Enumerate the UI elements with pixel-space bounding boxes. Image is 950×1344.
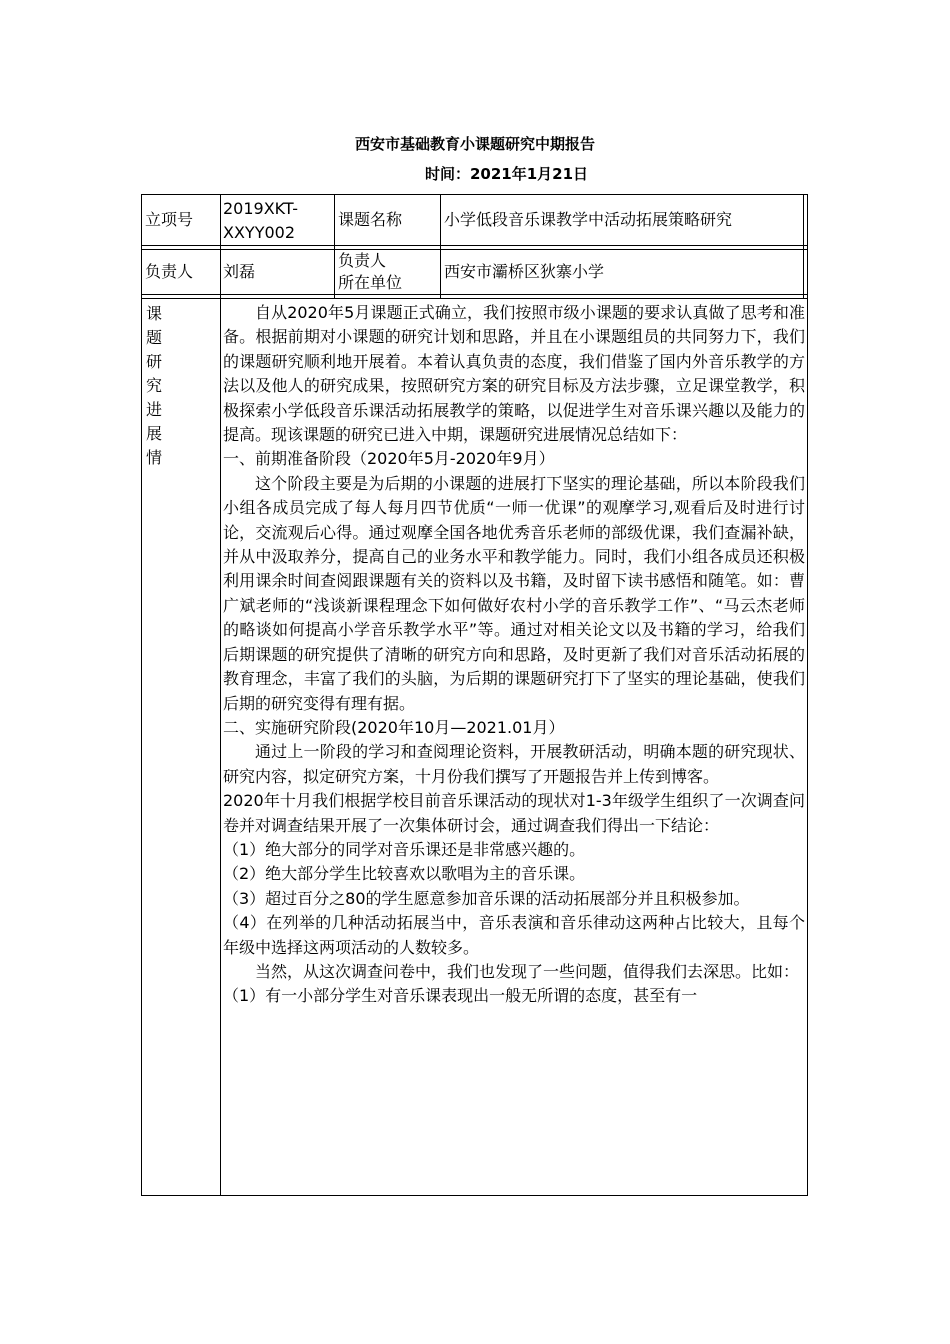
table-divider: [334, 194, 335, 298]
unit-label-line1: 负责人: [338, 251, 387, 270]
label-char: 题: [146, 328, 163, 347]
paragraph: 2020年十月我们根据学校目前音乐课活动的现状对1-3年级学生组织了一次调查问卷并对调查结果开展了一次集体研讨会，通过调查我们得出一下结论：: [223, 791, 805, 835]
table-divider: [803, 194, 804, 298]
table-divider: [440, 194, 441, 298]
report-date: 时间：2021年1月21日: [425, 165, 589, 183]
table-divider: [220, 194, 221, 1196]
list-item: （2）绝大部分学生比较喜欢以歌唱为主的音乐课。: [223, 864, 586, 884]
label-char: 究: [146, 376, 163, 395]
label-char: 展: [146, 424, 163, 443]
project-number-value-line1: 2019XKT-: [223, 199, 299, 218]
label-char: 课: [146, 304, 163, 323]
table-divider: [141, 245, 808, 246]
progress-content: [223, 301, 805, 1009]
paragraph: 通过上一阶段的学习和查阅理论资料，开展教研活动，明确本题的研究现状、研究内容，拟定研究方案，十月份我们撰写了开题报告并上传到博客。: [223, 742, 805, 786]
section-heading: 一、前期准备阶段（2020年5月-2020年9月）: [223, 449, 555, 469]
list-item: （3）超过百分之80的学生愿意参加音乐课的活动拓展部分并且积极参加。: [223, 888, 750, 908]
paragraph: 自从2020年5月课题正式确立，我们按照市级小课题的要求认真做了思考和准备。根据前期对小课题的研究计划和思路，并且在小课题组员的共同努力下，我们的课题研究顺利地开展着。本着认真负责的态度，我们借鉴了国内外音乐教学的方法以及他人的研究成果，按照研究方案的研究目标及方法步骤，立足课堂教学，积极探索小学低段音乐课活动拓展教学的策略，以促进学生对音乐课兴趣以及能力的提高。现该课题的研究已进入中期，课题研究进展情况总结如下：: [223, 303, 805, 445]
project-number-label: 立项号: [145, 210, 194, 229]
table-divider: [141, 294, 808, 295]
list-item: （1）有一小部分学生对音乐课表现出一般无所谓的态度，甚至有一: [223, 986, 698, 1006]
progress-section-label: [146, 302, 166, 470]
person-in-charge-value: 刘磊: [223, 262, 256, 281]
list-item: （4）在列举的几种活动拓展当中，音乐表演和音乐律动这两种占比较大，且每个年级中选择这两项活动的人数较多。: [223, 913, 805, 957]
table-divider: [141, 298, 808, 299]
paragraph: 当然，从这次调查问卷中，我们也发现了一些问题，值得我们去深思。比如：: [255, 961, 800, 981]
label-char: 进: [146, 400, 163, 419]
unit-label-line2: 所在单位: [338, 273, 403, 292]
list-item: （1）绝大部分的同学对音乐课还是非常感兴趣的。: [223, 839, 586, 859]
section-heading: 二、实施研究阶段(2020年10月—2021.01月）: [223, 717, 565, 737]
label-char: 情: [146, 448, 163, 467]
document-title: 西安市基础教育小课题研究中期报告: [354, 135, 595, 153]
project-name-label: 课题名称: [338, 210, 403, 229]
person-in-charge-label: 负责人: [145, 262, 194, 281]
label-char: 研: [146, 352, 163, 371]
table-divider: [141, 249, 808, 250]
paragraph: 这个阶段主要是为后期的小课题的进展打下坚实的理论基础，所以本阶段我们小组各成员完成了每人每月四节优质“一师一优课”的观摩学习,观看后及时进行讨论，交流观后心得。通过观摩全国各地优秀音乐老师的部级优课，我们查漏补缺，并从中汲取养分，提高自己的业务水平和教学能力。同时，我们小组各成员还积极利用课余时间查阅跟课题有关的资料以及书籍，及时留下读书感悟和随笔。如：曹广斌老师的“浅谈新课程理念下如何做好农村小学的音乐教学工作”、“马云杰老师的略谈如何提高小学音乐教学水平”等。通过对相关论文以及书籍的学习，给我们后期课题的研究提供了清晰的研究方向和思路，及时更新了我们对音乐活动拓展的教育理念，丰富了我们的头脑，为后期的课题研究打下了坚实的理论基础，使我们后期的研究变得有理有据。: [223, 473, 805, 713]
project-number-value-line2: XXYY002: [223, 223, 296, 242]
unit-value: 西安市灞桥区狄寨小学: [444, 262, 605, 281]
project-name-value: 小学低段音乐课教学中活动拓展策略研究: [444, 210, 733, 229]
